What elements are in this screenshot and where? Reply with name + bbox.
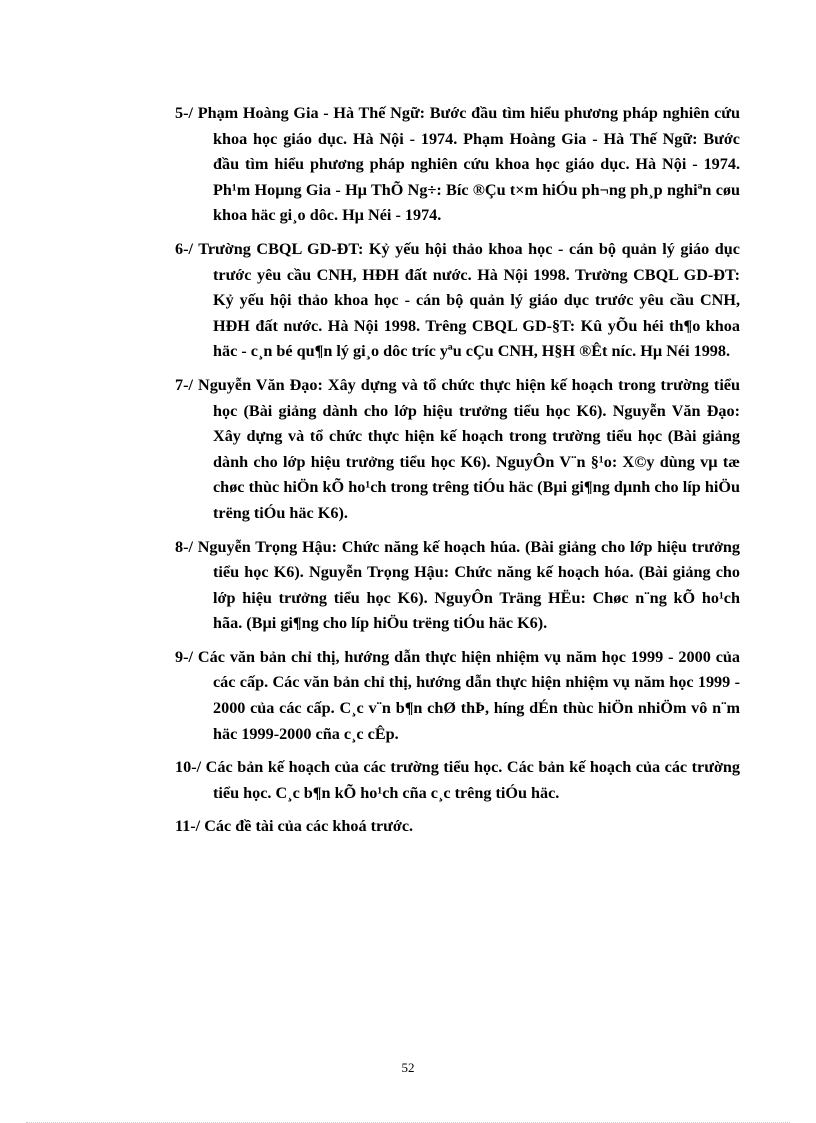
reference-item <box>175 755 740 806</box>
reference-number: 9-/ <box>175 647 193 666</box>
reference-number: 11-/ <box>175 817 201 836</box>
page-number: 52 <box>401 1060 415 1075</box>
reference-number: 7-/ <box>175 375 193 394</box>
reference-text: Các đề tài của các khoá trước. <box>204 817 414 836</box>
reference-item <box>175 101 740 229</box>
reference-item <box>175 237 740 365</box>
reference-item <box>175 814 740 840</box>
reference-item <box>175 535 740 637</box>
reference-text: Nguyễn Trọng Hậu: Chức năng kế hoạch húa. (Bài giảng cho lớp hiệu trưởng tiểu học K6). Nguyễn Trọng Hậu: Chức năng kế hoạch hóa. (Bài giảng cho lớp hiệu trưởng tiểu học K6). NguyÔn Träng HËu: Chøc n¨ng kÕ ho¹ch hãa. (Bµi gi¶ng cho líp hiÖu trëng tiÓu häc K6). <box>197 537 740 633</box>
reference-item <box>175 645 740 747</box>
reference-number: 6-/ <box>175 239 193 258</box>
reference-text: Các bản kế hoạch của các trường tiểu học. Các bản kế hoạch của các trường tiểu học. C¸c b¶n kÕ ho¹ch cña c¸c trêng tiÓu häc. <box>205 758 741 802</box>
reference-item <box>175 373 740 527</box>
reference-number: 8-/ <box>175 537 193 556</box>
reference-text: Các văn bản chỉ thị, hướng dẫn thực hiện nhiệm vụ năm học 1999 - 2000 của các cấp. Các văn bản chỉ thị, hướng dẫn thực hiện nhiệm vụ năm học 1999 - 2000 của các cấp. C¸c v¨n b¶n chØ thÞ, híng dÉn thùc hiÖn nhiÖm vô n¨m häc 1999-2000 cña c¸c cÊp. <box>197 647 741 743</box>
reference-text: Phạm Hoàng Gia - Hà Thế Ngữ: Bước đầu tìm hiểu phương pháp nghiên cứu khoa học giáo dục. Hà Nội - 1974. Phạm Hoàng Gia - Hà Thế Ngữ: Bước đầu tìm hiểu phương pháp nghiên cứu khoa học giáo dục. Hà Nội - 1974. Ph¹m Hoµng Gia - Hµ ThÕ Ng÷: Bíc ®Çu t×m hiÓu ph¬ng ph¸p nghiªn cøu khoa häc gi¸o dôc. Hµ Néi - 1974. <box>197 104 740 225</box>
reference-text: Nguyễn Văn Đạo: Xây dựng và tổ chức thực hiện kế hoạch trong trường tiểu học (Bài giảng dành cho lớp hiệu trưởng tiểu học K6). Nguyễn Văn Đạo: Xây dựng và tổ chức thực hiện kế hoạch trong trường tiểu học (Bài giảng dành cho lớp hiệu trưởng tiểu học K6). NguyÔn V¨n §¹o: X©y dùng vµ tæ chøc thùc hiÖn kÕ ho¹ch trong trêng tiÓu häc (Bµi gi¶ng dµnh cho líp hiÖu trëng tiÓu häc K6). <box>198 375 740 522</box>
reference-list <box>175 101 740 848</box>
reference-number: 10-/ <box>175 758 202 777</box>
reference-number: 5-/ <box>175 104 193 122</box>
reference-text: Trường CBQL GD-ĐT: Kỷ yếu hội thảo khoa học - cán bộ quản lý giáo dục trước yêu cầu CNH, HĐH đất nước. Hà Nội 1998. Trường CBQL GD-ĐT: Kỷ yếu hội thảo khoa học - cán bộ quản lý giáo dục trước yêu cầu CNH, HĐH đất nước. Hà Nội 1998. Trêng CBQL GD-§T: Kû yÕu héi th¶o khoa häc - c¸n bé qu¶n lý gi¸o dôc tríc yªu cÇu CNH, H§H ®Êt níc. Hµ Néi 1998. <box>198 239 740 361</box>
